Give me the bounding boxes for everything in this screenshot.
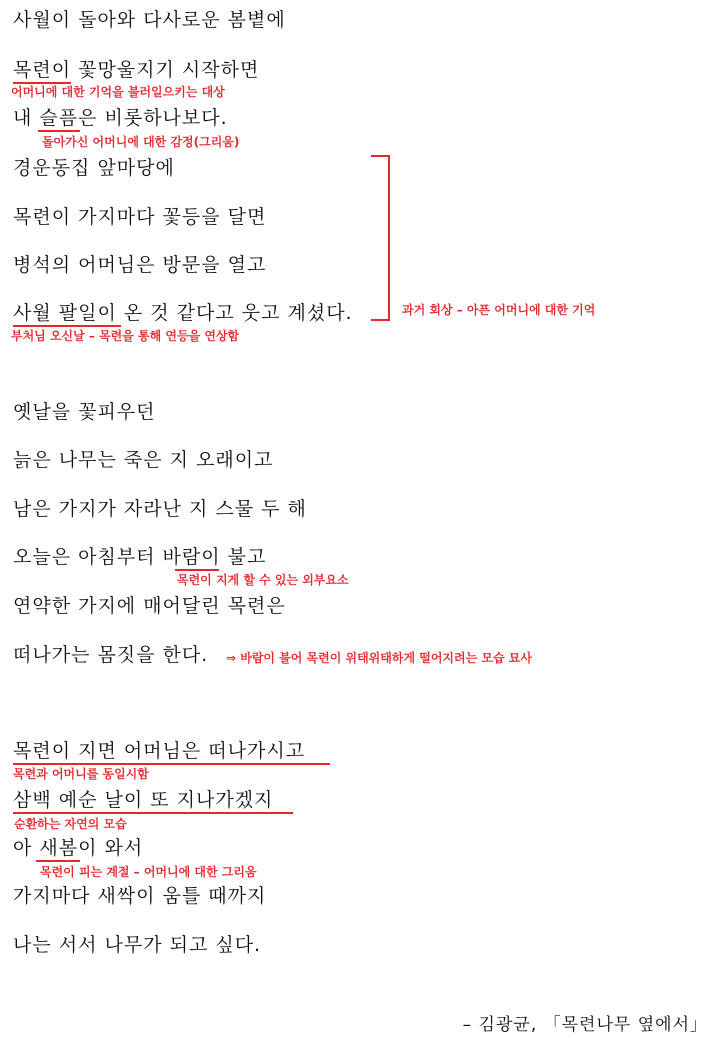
attribution: – 김광균, 「목련나무 옆에서」 bbox=[462, 1015, 708, 1035]
annotation-mokryeon: 어머니에 대한 기억을 불러일으키는 대상 bbox=[11, 85, 225, 99]
poem-line-11: 오늘은 아침부터 바람이 불고 bbox=[13, 546, 267, 568]
annotation-identify: 목련과 어머니를 동일시함 bbox=[13, 767, 149, 781]
poem-line-1: 사월이 돌아와 다사로운 봄볕에 bbox=[13, 9, 286, 31]
annotation-saebom: 목련이 피는 계절 – 어머니에 대한 그리움 bbox=[40, 865, 257, 879]
poem-line-14: 목련이 지면 어머님은 떠나가시고 bbox=[13, 740, 306, 762]
underline-baram bbox=[175, 569, 219, 571]
poem-line-5: 목련이 가지마다 꽃등을 달면 bbox=[13, 206, 267, 228]
poem-line-8: 옛날을 꽃피우던 bbox=[13, 401, 156, 423]
underline-palil bbox=[13, 325, 121, 327]
annotation-palil: 부처님 오신날 – 목련을 통해 연등을 연상함 bbox=[11, 329, 240, 343]
poem-line-9: 늙은 나무는 죽은 지 오래이고 bbox=[13, 449, 274, 471]
underline-line-15 bbox=[13, 812, 293, 814]
poem-line-3: 내 슬픔은 비롯하나보다. bbox=[13, 107, 228, 129]
poem-line-16: 아 새봄이 와서 bbox=[13, 837, 144, 859]
underline-seulpeum bbox=[38, 130, 80, 132]
underline-saebom bbox=[36, 860, 80, 862]
annotation-bracket: 과거 회상 – 아픈 어머니에 대한 기억 bbox=[402, 303, 596, 317]
poem-line-15: 삼백 예순 날이 또 지나가겠지 bbox=[13, 789, 274, 811]
poem-line-13: 떠나가는 몸짓을 한다. bbox=[13, 644, 209, 666]
bracket-brace bbox=[365, 150, 405, 330]
annotation-cycle: 순환하는 자연의 모습 bbox=[14, 817, 127, 831]
poem-line-12: 연약한 가지에 매어달린 목련은 bbox=[13, 595, 286, 617]
annotation-seulpeum: 돌아가신 어머니에 대한 감정(그리움) bbox=[42, 135, 240, 149]
poem-line-4: 경운동집 앞마당에 bbox=[13, 157, 175, 179]
annotation-baram: 목련이 지게 할 수 있는 외부요소 bbox=[177, 573, 349, 587]
poem-line-10: 남은 가지가 자라난 지 스물 두 해 bbox=[13, 498, 307, 520]
annotation-momjit: ⇒ 바람이 불어 목련이 위태위태하게 떨어지려는 모습 묘사 bbox=[226, 651, 532, 665]
poem-line-18: 나는 서서 나무가 되고 싶다. bbox=[13, 934, 262, 956]
poem-line-17: 가지마다 새싹이 움틀 때까지 bbox=[13, 885, 267, 907]
poem-line-7: 사월 팔일이 온 것 같다고 웃고 계셨다. bbox=[13, 302, 353, 324]
poem-line-6: 병석의 어머님은 방문을 열고 bbox=[13, 254, 267, 276]
poem-line-2: 목련이 꽃망울지기 시작하면 bbox=[13, 59, 260, 81]
underline-line-14 bbox=[13, 763, 330, 765]
